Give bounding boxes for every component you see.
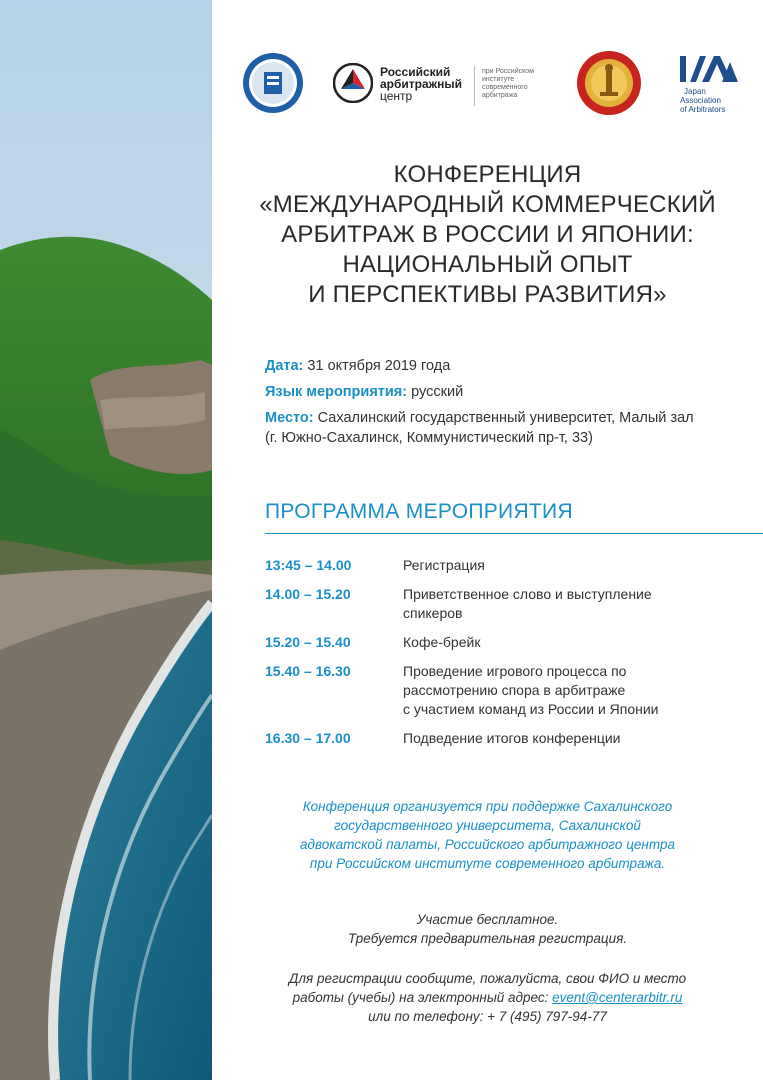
language-value: русский bbox=[407, 384, 464, 400]
registration-line-1: Для регистрации сообщите, пожалуйста, свои ФИО и место bbox=[288, 971, 687, 986]
place-label: Место: bbox=[265, 410, 314, 426]
participation-note bbox=[232, 910, 743, 948]
schedule-time: 14.00 – 15.20 bbox=[265, 586, 351, 602]
registration-note bbox=[222, 969, 753, 1026]
coast-photo bbox=[0, 0, 212, 1080]
schedule-desc bbox=[403, 556, 745, 575]
program-heading: ПРОГРАММА МЕРОПРИЯТИЯ bbox=[265, 500, 573, 523]
title-line-1: КОНФЕРЕНЦИЯ bbox=[393, 161, 582, 188]
schedule-desc bbox=[403, 729, 745, 748]
logos-row bbox=[240, 48, 740, 118]
schedule-desc-line: рассмотрению спора в арбитраже bbox=[403, 682, 626, 698]
schedule-desc-line: спикеров bbox=[403, 605, 463, 621]
jaa-name-3: of Arbitrators bbox=[680, 105, 726, 114]
place-value: Сахалинский государственный университет, Малый зал bbox=[313, 410, 694, 426]
schedule-desc bbox=[403, 585, 745, 623]
rac-logo-divider bbox=[474, 66, 475, 106]
title-line-2: «МЕЖДУНАРОДНЫЙ КОММЕРЧЕСКИЙ bbox=[259, 191, 716, 218]
support-line-4: при Российском институте современного арбитража. bbox=[309, 856, 666, 871]
schedule-time: 15.20 – 15.40 bbox=[265, 634, 351, 650]
program-divider bbox=[265, 533, 763, 534]
schedule-time: 16.30 – 17.00 bbox=[265, 730, 351, 746]
date-row bbox=[265, 356, 745, 376]
schedule-desc bbox=[403, 633, 745, 652]
language-label: Язык мероприятия: bbox=[265, 384, 408, 400]
schedule-row bbox=[265, 585, 745, 623]
rac-logo-sub bbox=[482, 68, 534, 100]
schedule-desc-line: Кофе-брейк bbox=[403, 634, 481, 650]
content-area bbox=[212, 0, 763, 1080]
title-line-3: АРБИТРАЖ В РОССИИ И ЯПОНИИ: bbox=[281, 221, 694, 248]
date-value: 31 октября 2019 года bbox=[303, 358, 451, 374]
schedule-desc-line: Регистрация bbox=[403, 557, 485, 573]
rac-name-2: арбитражный bbox=[380, 77, 463, 91]
rac-sub-4: арбитража bbox=[482, 92, 518, 99]
place-address: (г. Южно-Сахалинск, Коммунистический пр-т, 33) bbox=[265, 430, 593, 446]
schedule-time: 15.40 – 16.30 bbox=[265, 663, 351, 679]
registration-line-3: или по телефону: + 7 (495) 797-94-77 bbox=[368, 1009, 607, 1024]
rac-sub-3: современного bbox=[482, 84, 528, 91]
rac-sub-2: институте bbox=[482, 76, 515, 83]
place-row bbox=[265, 408, 745, 448]
schedule-row bbox=[265, 633, 745, 652]
jaa-name-2: Association bbox=[680, 96, 721, 105]
date-label: Дата: bbox=[265, 358, 304, 374]
conference-title bbox=[212, 160, 763, 310]
support-line-1: Конференция организуется при поддержке Сахалинского bbox=[302, 799, 673, 814]
schedule-desc bbox=[403, 662, 745, 719]
jaa-name-1: Japan bbox=[684, 87, 706, 96]
schedule-desc-line: Приветственное слово и выступление bbox=[403, 586, 652, 602]
schedule-row bbox=[265, 729, 745, 748]
registration-line-2-text: работы (учебы) на электронный адрес: bbox=[292, 990, 553, 1005]
rac-logo-name bbox=[380, 66, 462, 102]
support-line-2: государственного университета, Сахалинской bbox=[334, 818, 641, 833]
language-row bbox=[265, 382, 745, 402]
free-line-2: Требуется предварительная регистрация. bbox=[347, 931, 628, 946]
title-line-5: И ПЕРСПЕКТИВЫ РАЗВИТИЯ» bbox=[308, 281, 667, 308]
schedule-desc-line: с участием команд из России и Японии bbox=[403, 701, 659, 717]
email-link[interactable]: event@centerarbitr.ru bbox=[552, 990, 683, 1005]
schedule-row bbox=[265, 662, 745, 719]
schedule-time: 13:45 – 14.00 bbox=[265, 557, 352, 573]
rac-sub-1: при Российском bbox=[482, 68, 534, 75]
event-info bbox=[265, 356, 745, 454]
university-seal-logo bbox=[242, 52, 304, 119]
schedule-desc-line: Проведение игрового процесса по bbox=[403, 663, 627, 679]
bar-association-seal-logo bbox=[576, 50, 642, 121]
support-note bbox=[232, 797, 743, 873]
title-line-4: НАЦИОНАЛЬНЫЙ ОПЫТ bbox=[342, 251, 633, 278]
jaa-logo bbox=[680, 56, 740, 114]
rac-logo-mark bbox=[333, 63, 373, 108]
program-schedule bbox=[265, 556, 745, 758]
free-line-1: Участие бесплатное. bbox=[416, 912, 559, 927]
support-line-3: адвокатской палаты, Российского арбитражного центра bbox=[300, 837, 675, 852]
rac-name-1: Российский bbox=[380, 65, 451, 79]
registration-line-2 bbox=[222, 988, 753, 1007]
schedule-row bbox=[265, 556, 745, 575]
rac-name-3: центр bbox=[380, 89, 413, 103]
schedule-desc-line: Подведение итогов конференции bbox=[403, 730, 621, 746]
